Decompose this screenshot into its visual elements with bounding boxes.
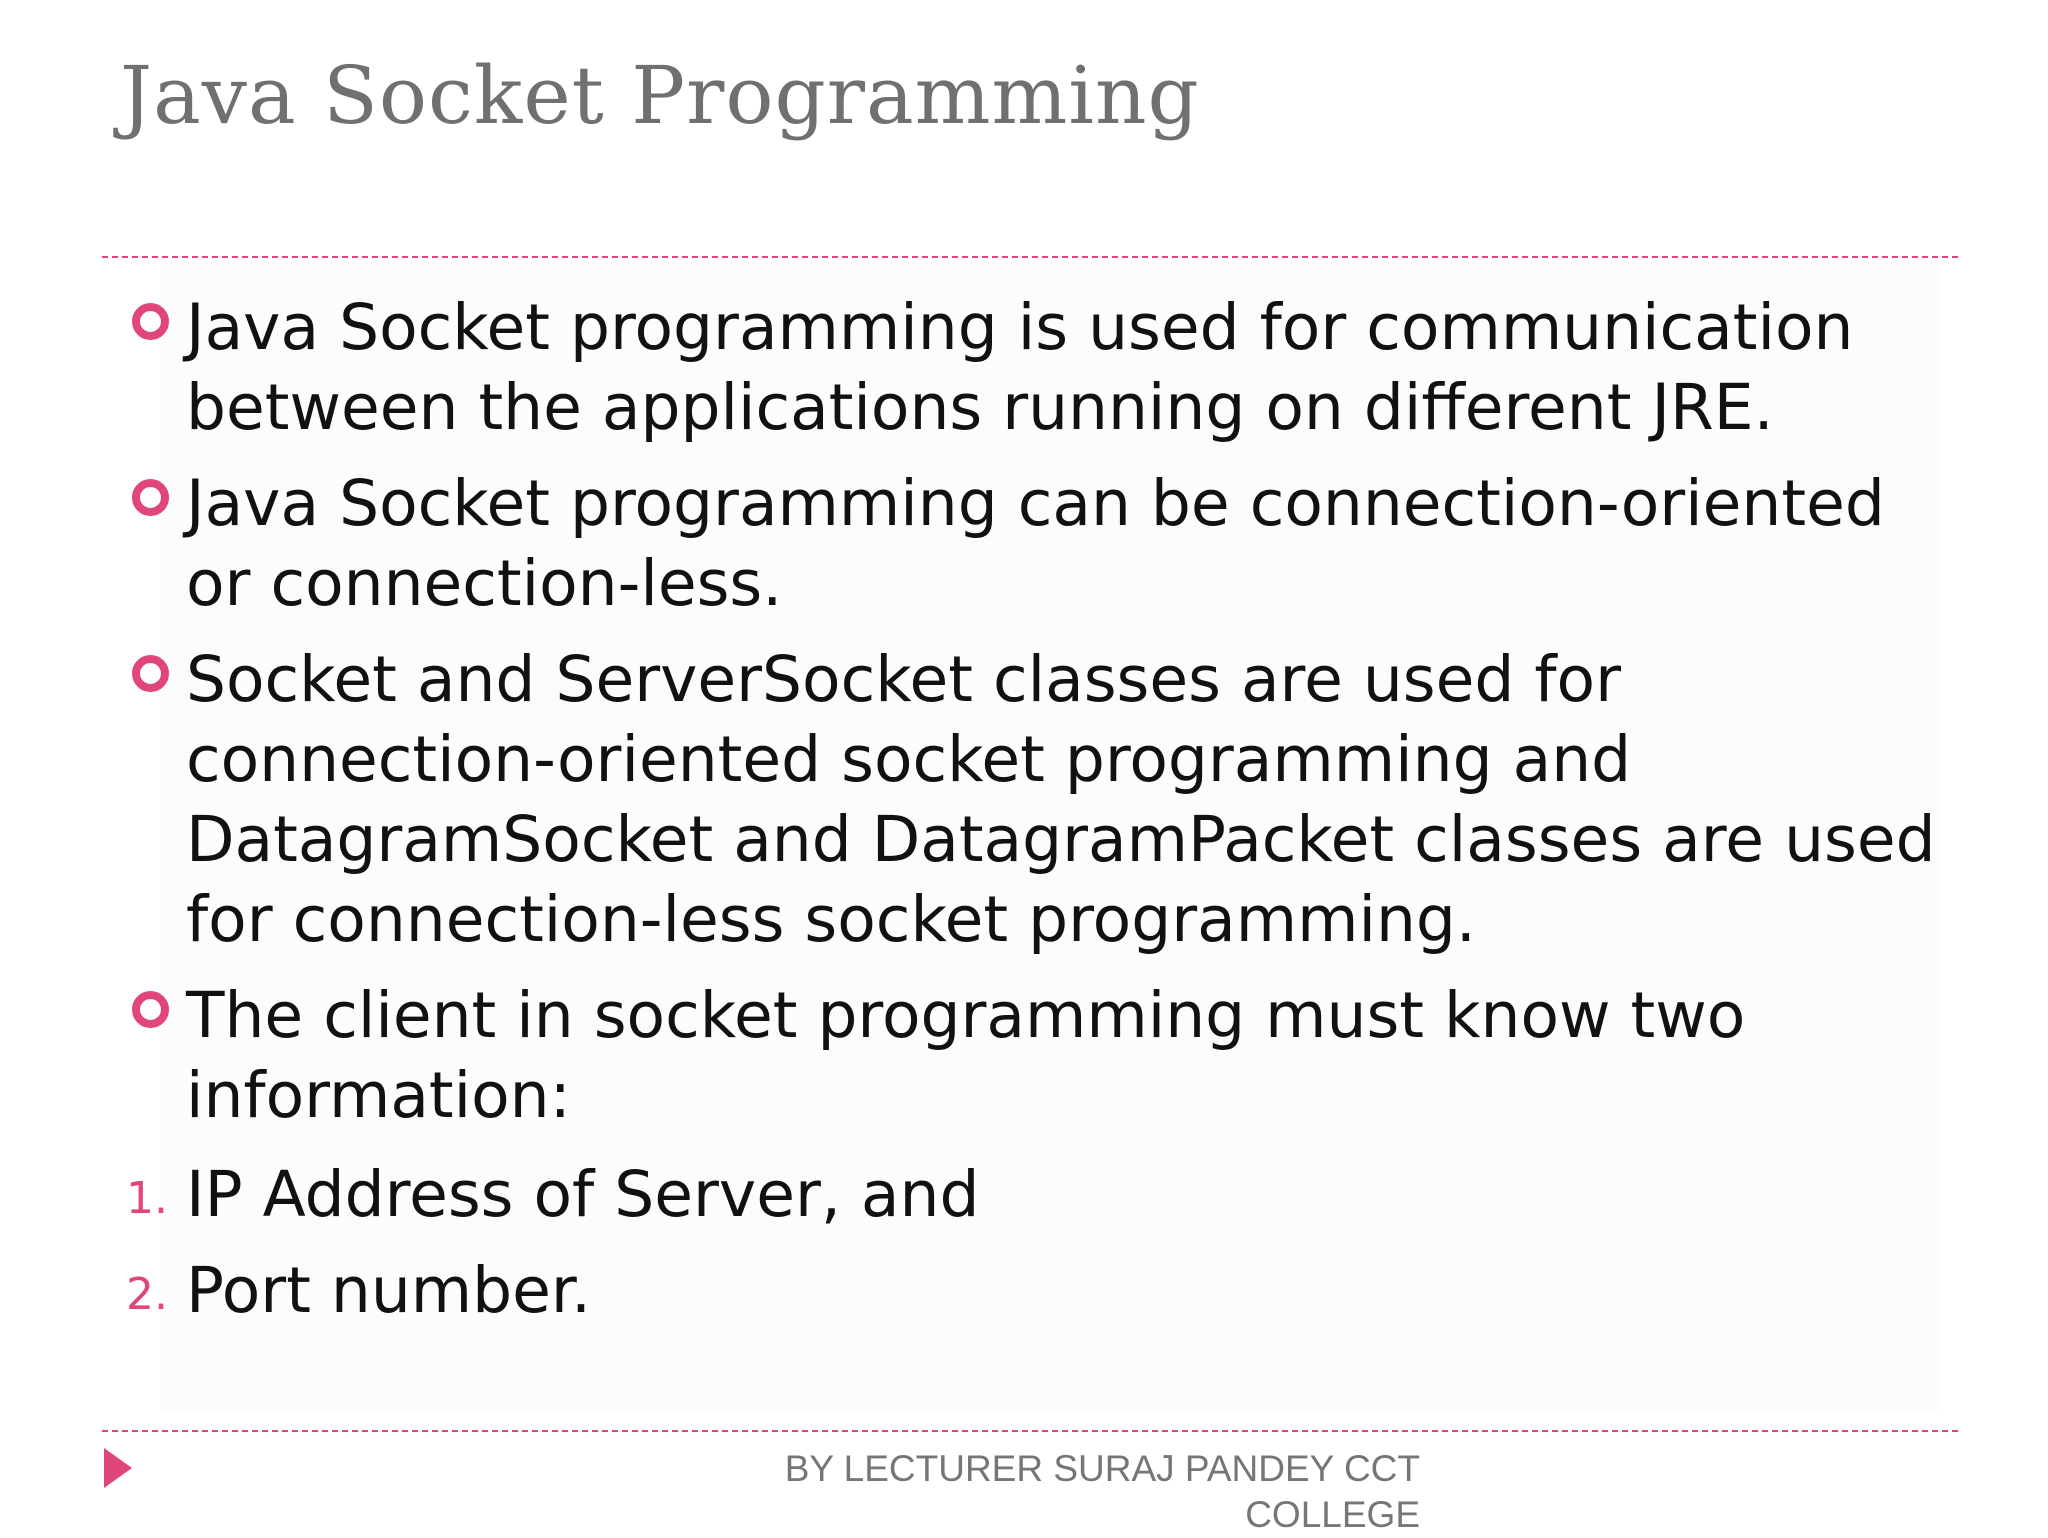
numbered-item [120,1248,1940,1334]
footer-credit [640,1446,1420,1538]
bullet-item [120,464,1940,624]
bullet-text: Socket and ServerSocket classes are used for connection-oriented socket programming and DatagramSocket and DatagramPacket classes are used for connection-less socket programming. [186,643,1936,956]
ring-bullet-icon [132,479,169,516]
bullet-item [120,640,1940,960]
numbered-item [120,1152,1940,1238]
numbered-text: Port number. [186,1254,592,1327]
footer-line-1: BY LECTURER SURAJ PANDEY CCT [784,1448,1420,1489]
ring-bullet-icon [132,303,169,340]
numbered-text: IP Address of Server, and [186,1158,980,1231]
bullet-text: Java Socket programming can be connection-oriented or connection-less. [186,467,1885,620]
bullet-item [120,976,1940,1136]
top-dashed-divider [102,256,1958,258]
bottom-dashed-divider [102,1430,1958,1432]
bullet-text: Java Socket programming is used for communication between the applications running on different JRE. [186,291,1854,444]
ring-bullet-icon [132,655,169,692]
item-number: 2. [126,1269,168,1320]
bullet-text: The client in socket programming must know two information: [186,979,1746,1132]
bullet-item [120,288,1940,448]
slide-title: Java Socket Programming [120,49,1200,142]
triangle-right-icon [104,1448,132,1488]
ring-bullet-icon [132,991,169,1028]
bullet-list [120,288,1940,1342]
footer-line-2: COLLEGE [1245,1494,1420,1535]
item-number: 1. [126,1173,168,1224]
